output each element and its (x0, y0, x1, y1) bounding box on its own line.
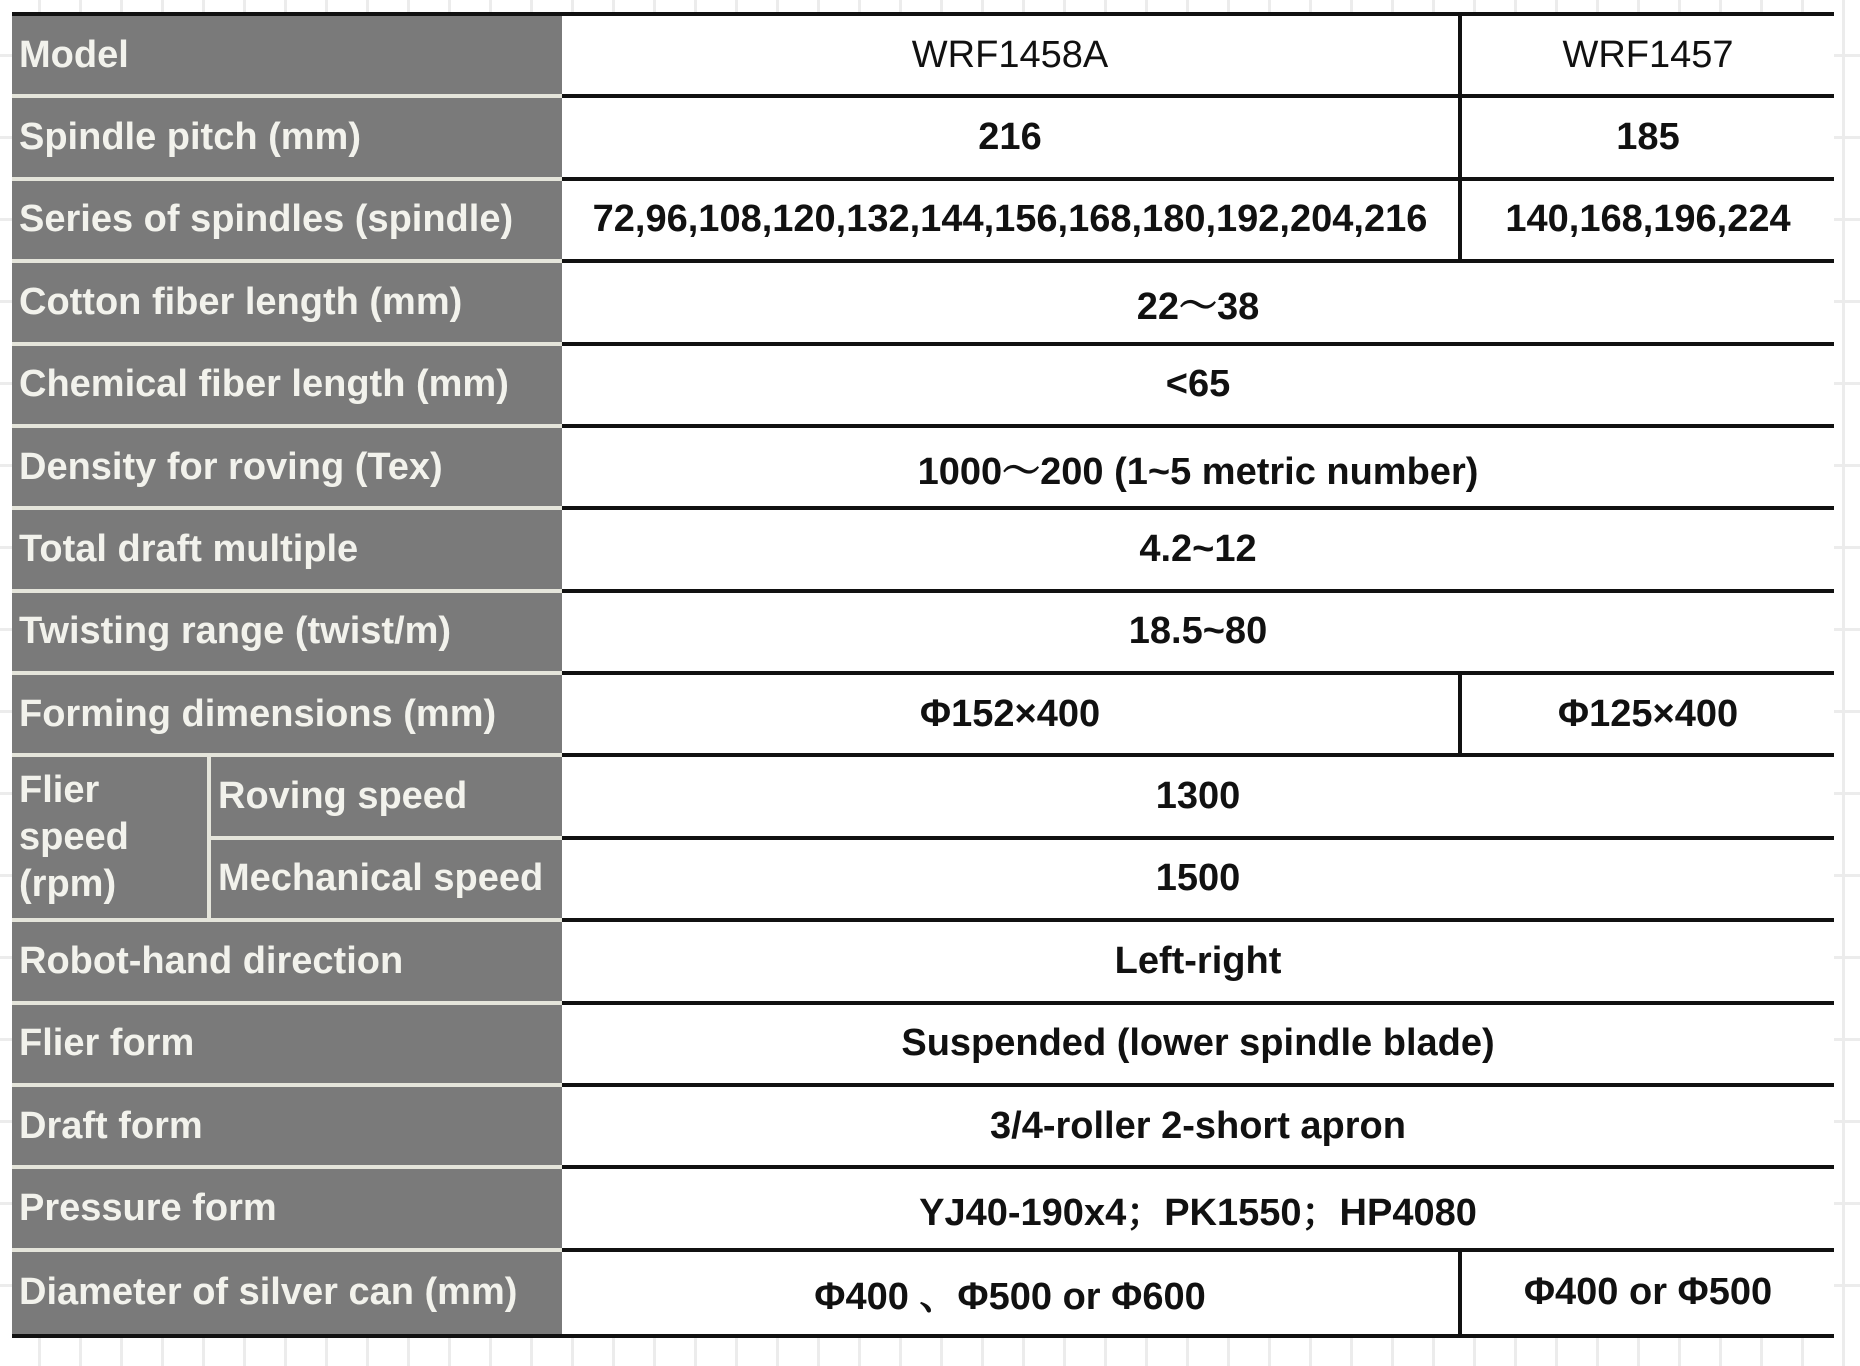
roving-speed-value: 1300 (562, 757, 1834, 839)
spec-table (12, 12, 1834, 1338)
silver-can-diameter-value-wrf1457: Φ400 or Φ500 (1458, 1252, 1834, 1334)
draft-form-label: Draft form (12, 1087, 562, 1169)
total-draft-multiple-value: 4.2~12 (562, 510, 1834, 592)
forming-dimensions-value-wrf1458a: Φ152×400 (562, 675, 1458, 757)
silver-can-diameter-value-wrf1458a: Φ400 、Φ500 or Φ600 (562, 1252, 1458, 1334)
robot-hand-direction-value: Left-right (562, 922, 1834, 1004)
model-value-wrf1457: WRF1457 (1458, 16, 1834, 98)
flier-speed-label-line: speed (19, 816, 129, 859)
twisting-range-value: 18.5~80 (562, 593, 1834, 675)
twisting-range-label: Twisting range (twist/m) (12, 593, 562, 675)
flier-form-label: Flier form (12, 1005, 562, 1087)
model-value-wrf1458a: WRF1458A (562, 16, 1458, 98)
robot-hand-direction-label: Robot-hand direction (12, 922, 562, 1004)
flier-speed-label-line: Flier (19, 769, 100, 812)
flier-speed-label (12, 757, 211, 922)
mechanical-speed-label: Mechanical speed (211, 840, 562, 922)
spindle-pitch-label: Spindle pitch (mm) (12, 98, 562, 180)
mechanical-speed-value: 1500 (562, 840, 1834, 922)
chemical-fiber-length-value: <65 (562, 346, 1834, 428)
spindle-series-value-wrf1458a: 72,96,108,120,132,144,156,168,180,192,204,216 (562, 181, 1458, 263)
model-label: Model (12, 16, 562, 98)
cotton-fiber-length-value: 22～38 (562, 263, 1834, 345)
spindle-series-label: Series of spindles (spindle) (12, 181, 562, 263)
roving-speed-label: Roving speed (211, 757, 562, 839)
forming-dimensions-label: Forming dimensions (mm) (12, 675, 562, 757)
silver-can-diameter-label: Diameter of silver can (mm) (12, 1252, 562, 1334)
total-draft-multiple-label: Total draft multiple (12, 510, 562, 592)
spindle-pitch-value-wrf1458a: 216 (562, 98, 1458, 180)
draft-form-value: 3/4-roller 2-short apron (562, 1087, 1834, 1169)
flier-form-value: Suspended (lower spindle blade) (562, 1005, 1834, 1087)
chemical-fiber-length-label: Chemical fiber length (mm) (12, 346, 562, 428)
roving-density-label: Density for roving (Tex) (12, 428, 562, 510)
pressure-form-value: YJ40-190x4；PK1550；HP4080 (562, 1169, 1834, 1251)
spindle-pitch-value-wrf1457: 185 (1458, 98, 1834, 180)
spindle-series-value-wrf1457: 140,168,196,224 (1458, 181, 1834, 263)
forming-dimensions-value-wrf1457: Φ125×400 (1458, 675, 1834, 757)
roving-density-value: 1000～200 (1~5 metric number) (562, 428, 1834, 510)
flier-speed-label-line: (rpm) (19, 863, 117, 906)
cotton-fiber-length-label: Cotton fiber length (mm) (12, 263, 562, 345)
pressure-form-label: Pressure form (12, 1169, 562, 1251)
